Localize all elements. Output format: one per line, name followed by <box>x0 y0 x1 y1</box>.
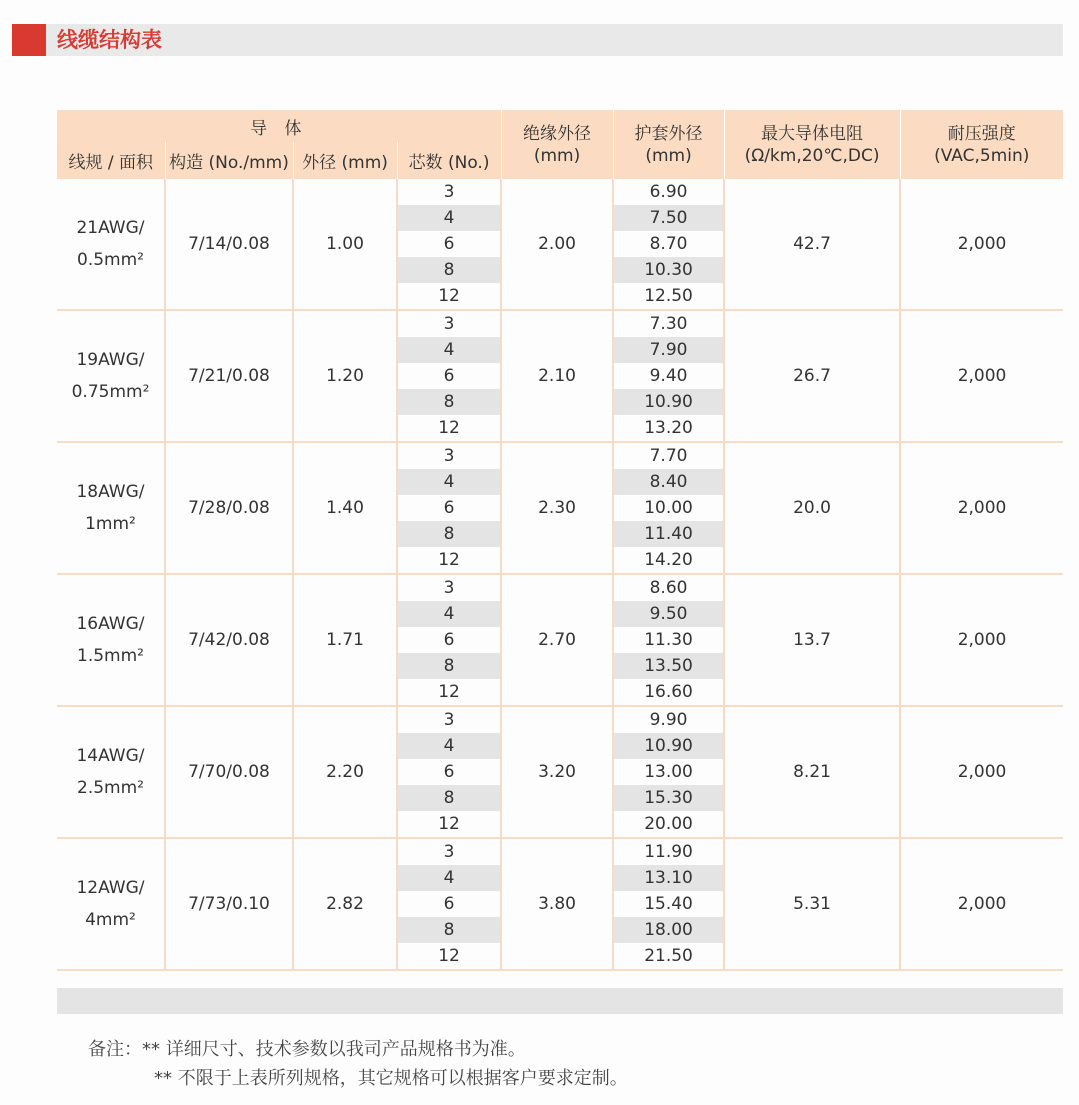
note-line-1: 备注：** 详细尺寸、技术参数以我司产品规格书为准。 <box>88 1039 526 1060</box>
jacket-od-cell: 7.30 <box>613 310 724 337</box>
jacket-od-cell: 10.30 <box>613 257 724 283</box>
jacket-od-cell: 12.50 <box>613 283 724 310</box>
cores-cell: 8 <box>397 785 501 811</box>
note-line-2: ** 不限于上表所列规格，其它规格可以根据客户要求定制。 <box>154 1068 628 1089</box>
cores-cell: 4 <box>397 469 501 495</box>
jacket-od-cell: 7.50 <box>613 205 724 231</box>
cores-cell: 4 <box>397 337 501 363</box>
jacket-od-cell: 13.20 <box>613 415 724 442</box>
jacket-od-cell: 7.70 <box>613 442 724 469</box>
construction-cell: 7/70/0.08 <box>165 706 293 838</box>
section-title-bar <box>12 24 1063 56</box>
jacket-od-cell: 11.30 <box>613 627 724 653</box>
max-resistance-cell: 26.7 <box>724 310 900 442</box>
insulation-od-cell: 3.80 <box>501 838 613 970</box>
conductor-od-cell: 2.20 <box>293 706 397 838</box>
withstand-voltage-cell: 2,000 <box>900 706 1063 838</box>
wire-gauge-cell <box>57 574 165 706</box>
cores-cell: 4 <box>397 733 501 759</box>
conductor-od-cell: 1.40 <box>293 442 397 574</box>
cores-cell: 6 <box>397 759 501 785</box>
wire-gauge-line: 19AWG/ <box>76 350 145 370</box>
jacket-od-cell: 9.40 <box>613 363 724 389</box>
wire-gauge-line: 1.5mm² <box>77 646 144 666</box>
wire-gauge-line: 0.5mm² <box>77 250 144 270</box>
wire-gauge-cell <box>57 706 165 838</box>
construction-cell: 7/28/0.08 <box>165 442 293 574</box>
cores-cell: 3 <box>397 179 501 205</box>
insulation-od-cell: 2.00 <box>501 179 613 310</box>
wire-gauge-line: 12AWG/ <box>76 878 145 898</box>
jacket-od-cell: 8.60 <box>613 574 724 601</box>
wire-gauge-line: 21AWG/ <box>76 218 145 238</box>
withstand-voltage-header: 耐压强度 (VAC,5min) <box>900 110 1063 179</box>
wire-gauge-header: 线规 / 面积 <box>57 142 165 179</box>
jacket-od-cell: 7.90 <box>613 337 724 363</box>
conductor-od-cell: 2.82 <box>293 838 397 970</box>
jacket-od-cell: 10.90 <box>613 389 724 415</box>
jacket-od-cell: 18.00 <box>613 917 724 943</box>
jacket-od-cell: 11.90 <box>613 838 724 865</box>
cores-cell: 3 <box>397 310 501 337</box>
cores-cell: 12 <box>397 547 501 574</box>
wire-gauge-cell <box>57 310 165 442</box>
cores-cell: 3 <box>397 838 501 865</box>
construction-header: 构造 (No./mm) <box>165 142 293 179</box>
conductor-od-cell: 1.71 <box>293 574 397 706</box>
wire-gauge-cell <box>57 838 165 970</box>
insulation-od-cell: 2.70 <box>501 574 613 706</box>
jacket-od-cell: 16.60 <box>613 679 724 706</box>
cores-cell: 6 <box>397 363 501 389</box>
jacket-od-cell: 10.00 <box>613 495 724 521</box>
cores-cell: 3 <box>397 574 501 601</box>
jacket-od-cell: 13.10 <box>613 865 724 891</box>
insulation-od-cell: 2.10 <box>501 310 613 442</box>
cores-cell: 8 <box>397 389 501 415</box>
table-row <box>57 179 1063 205</box>
construction-cell: 7/73/0.10 <box>165 838 293 970</box>
cable-structure-table <box>57 110 1063 971</box>
table-row <box>57 706 1063 733</box>
cores-cell: 12 <box>397 415 501 442</box>
withstand-voltage-cell: 2,000 <box>900 310 1063 442</box>
jacket-od-cell: 21.50 <box>613 943 724 970</box>
cores-cell: 3 <box>397 706 501 733</box>
construction-cell: 7/42/0.08 <box>165 574 293 706</box>
cores-cell: 6 <box>397 891 501 917</box>
max-resistance-cell: 42.7 <box>724 179 900 310</box>
jacket-od-cell: 8.70 <box>613 231 724 257</box>
insulation-od-cell: 3.20 <box>501 706 613 838</box>
table-row <box>57 838 1063 865</box>
table-body <box>57 179 1063 970</box>
cores-cell: 6 <box>397 495 501 521</box>
jacket-od-cell: 9.50 <box>613 601 724 627</box>
construction-cell: 7/14/0.08 <box>165 179 293 310</box>
insulation-od-header: 绝缘外径 (mm) <box>501 110 613 179</box>
conductor-od-cell: 1.00 <box>293 179 397 310</box>
jacket-od-cell: 15.40 <box>613 891 724 917</box>
jacket-od-cell: 11.40 <box>613 521 724 547</box>
wire-gauge-cell <box>57 442 165 574</box>
wire-gauge-line: 0.75mm² <box>71 382 150 402</box>
cores-cell: 4 <box>397 865 501 891</box>
construction-cell: 7/21/0.08 <box>165 310 293 442</box>
wire-gauge-cell <box>57 179 165 310</box>
max-resistance-header: 最大导体电阻 (Ω/km,20℃,DC) <box>724 110 900 179</box>
wire-gauge-line: 1mm² <box>85 514 136 534</box>
cores-cell: 4 <box>397 601 501 627</box>
max-resistance-cell: 20.0 <box>724 442 900 574</box>
cores-cell: 12 <box>397 811 501 838</box>
cores-cell: 6 <box>397 231 501 257</box>
cores-cell: 3 <box>397 442 501 469</box>
jacket-od-cell: 6.90 <box>613 179 724 205</box>
footer-bar <box>57 988 1063 1014</box>
withstand-voltage-cell: 2,000 <box>900 179 1063 310</box>
title-marker <box>12 24 46 56</box>
jacket-od-cell: 20.00 <box>613 811 724 838</box>
cores-cell: 12 <box>397 283 501 310</box>
cores-cell: 8 <box>397 257 501 283</box>
table-row <box>57 442 1063 469</box>
wire-gauge-line: 18AWG/ <box>76 482 145 502</box>
conductor-group-header: 导 体 <box>57 110 501 142</box>
conductor-od-header: 外径 (mm) <box>293 142 397 179</box>
cores-cell: 12 <box>397 943 501 970</box>
wire-gauge-line: 14AWG/ <box>76 746 145 766</box>
wire-gauge-line: 16AWG/ <box>76 614 145 634</box>
table-row <box>57 574 1063 601</box>
jacket-od-cell: 10.90 <box>613 733 724 759</box>
jacket-od-cell: 13.00 <box>613 759 724 785</box>
jacket-od-cell: 13.50 <box>613 653 724 679</box>
max-resistance-cell: 8.21 <box>724 706 900 838</box>
cores-cell: 8 <box>397 653 501 679</box>
cores-cell: 6 <box>397 627 501 653</box>
withstand-voltage-cell: 2,000 <box>900 574 1063 706</box>
conductor-od-cell: 1.20 <box>293 310 397 442</box>
cores-header: 芯数 (No.) <box>397 142 501 179</box>
cores-cell: 8 <box>397 521 501 547</box>
max-resistance-cell: 5.31 <box>724 838 900 970</box>
max-resistance-cell: 13.7 <box>724 574 900 706</box>
withstand-voltage-cell: 2,000 <box>900 838 1063 970</box>
jacket-od-header: 护套外径 (mm) <box>613 110 724 179</box>
table-row <box>57 310 1063 337</box>
insulation-od-cell: 2.30 <box>501 442 613 574</box>
jacket-od-cell: 9.90 <box>613 706 724 733</box>
section-title: 线缆结构表 <box>57 28 162 52</box>
withstand-voltage-cell: 2,000 <box>900 442 1063 574</box>
cores-cell: 8 <box>397 917 501 943</box>
wire-gauge-line: 2.5mm² <box>77 778 144 798</box>
cores-cell: 4 <box>397 205 501 231</box>
jacket-od-cell: 15.30 <box>613 785 724 811</box>
jacket-od-cell: 14.20 <box>613 547 724 574</box>
cores-cell: 12 <box>397 679 501 706</box>
jacket-od-cell: 8.40 <box>613 469 724 495</box>
wire-gauge-line: 4mm² <box>85 910 136 930</box>
